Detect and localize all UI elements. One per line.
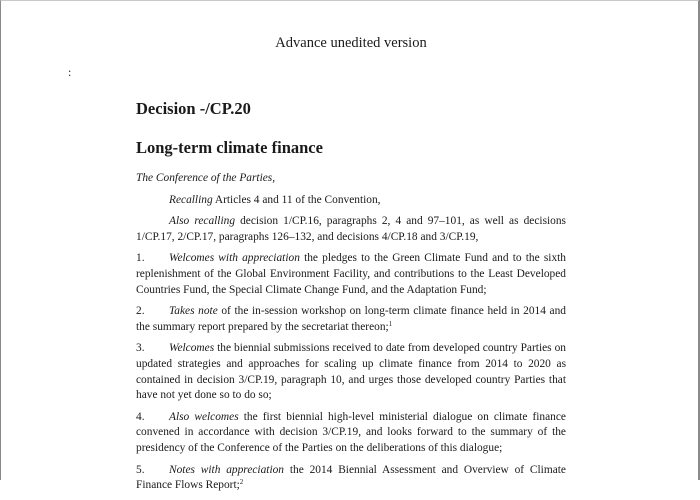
paragraph-lead: Notes with appreciation (169, 463, 285, 476)
paragraph-text: the 2014 Biennial Assessment and Overview of Climate Finance Flows Report; (136, 463, 566, 492)
paragraph-5 (136, 463, 566, 494)
paragraph-lead: Also welcomes (169, 410, 239, 423)
footnote-ref[interactable]: 1 (388, 319, 393, 328)
paragraph-text: the pledges to the Green Climate Fund and to the sixth replenishment of the Global Environment Facility, and contributions to the Least Developed Countries Fund, the Special Climate Change Fund, and the Adaptation Fund; (136, 252, 566, 296)
preamble-intro: The Conference of the Parties, (136, 172, 276, 184)
paragraph-4 (136, 410, 566, 457)
paragraph-lead: Welcomes with appreciation (169, 252, 300, 265)
preamble-also-recalling: Also recalling decision 1/CP.16, paragraphs 2, 4 and 97–101, as well as decisions 1/CP.17, 2/CP.17, paragraphs 126–132, and decisions 4/CP.18 and 3/CP.19, (136, 215, 566, 243)
paragraph-2 (136, 304, 566, 335)
paragraph-text: the biennial submissions received to date from developed country Parties on updated strategies and approaches for scaling up climate finance from 2014 to 2020 as contained in decision 3/CP.19, paragraph 10, and urges those developed country Parties that have not yet done so to do so; (136, 342, 566, 402)
paragraph-1 (136, 251, 566, 298)
paragraph-text: the first biennial high-level ministerial dialogue on climate finance convened in accordance with decision 3/CP.19, and looks forward to the summary of the presidency of the Conference of the Parties on the deliberations of this dialogue; (136, 410, 566, 454)
paragraph-number: 1. (136, 252, 145, 265)
footnote-ref[interactable]: 2 (239, 478, 244, 487)
paragraph-number: 5. (136, 463, 145, 476)
decision-number: Decision -/CP.20 (136, 99, 251, 118)
paragraph-lead: Takes note (169, 305, 218, 318)
paragraph-text: of the in-session workshop on long-term climate finance held in 2014 and the summary report prepared by the secretariat thereon; (136, 305, 566, 333)
paragraph-number: 4. (136, 410, 145, 423)
decision-title: Long-term climate finance (136, 138, 323, 157)
version-header: Advance unedited version (275, 35, 427, 51)
paragraph-lead: Welcomes (169, 342, 215, 355)
paragraph-number: 2. (136, 305, 145, 318)
paragraph-3 (136, 341, 566, 403)
preamble-recalling: Recalling Articles 4 and 11 of the Convention, (169, 193, 381, 206)
decision-body (136, 171, 566, 500)
stray-mark: : (68, 65, 72, 79)
paragraph-number: 3. (136, 342, 145, 355)
